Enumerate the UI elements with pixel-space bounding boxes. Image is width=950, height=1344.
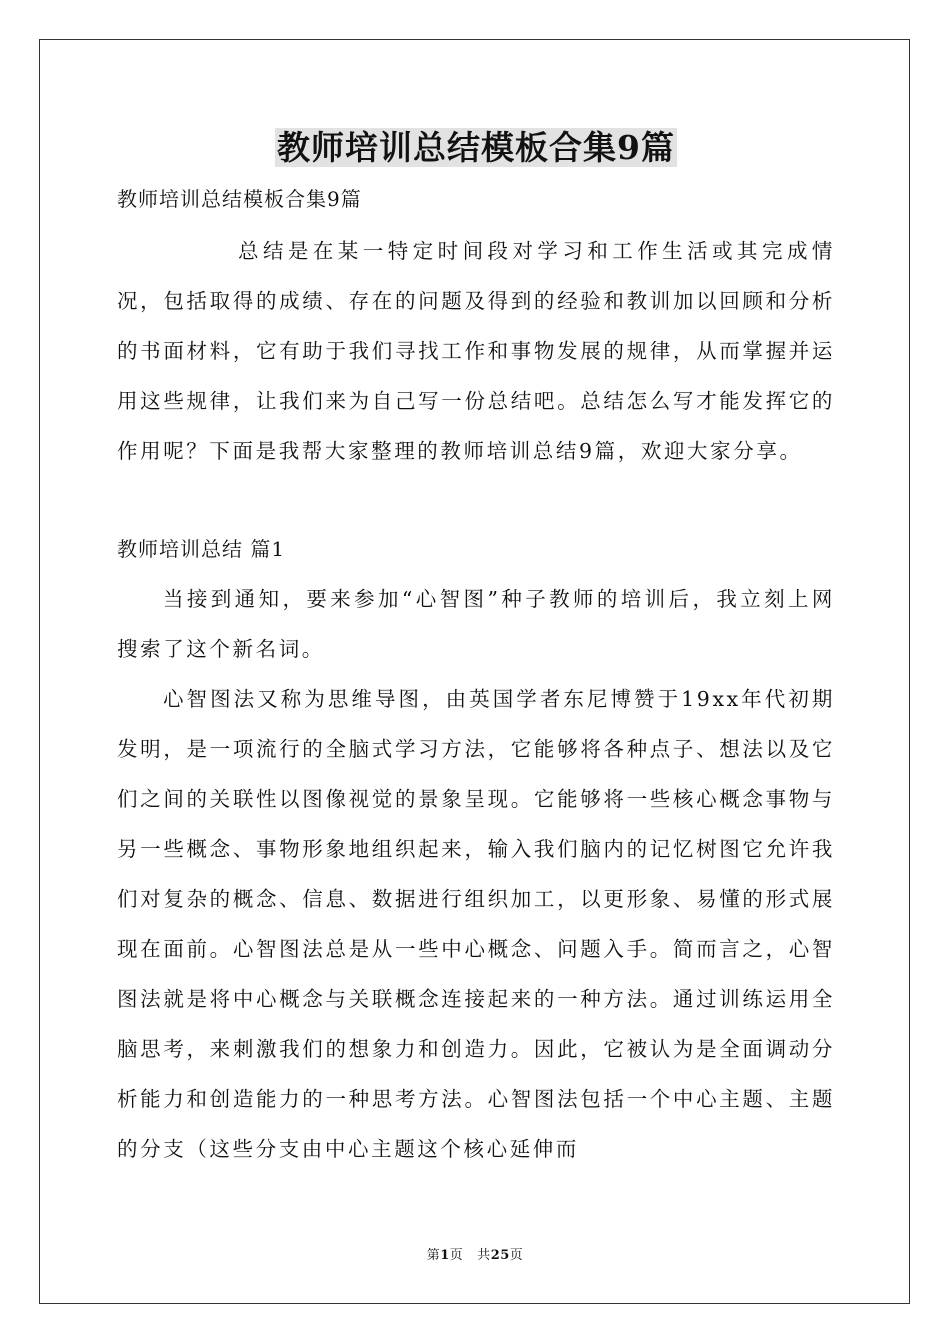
intro-paragraph: 总结是在某一特定时间段对学习和工作生活或其完成情况，包括取得的成绩、存在的问题及得到的经验和教训加以回顾和分析的书面材料，它有助于我们寻找工作和事物发展的规律，从而掌握并运用这些规律，让我们来为自己写一份总结吧。总结怎么写才能发挥它的作用呢？下面是我帮大家整理的教师培训总结9篇，欢迎大家分享。 — [117, 239, 835, 463]
section-heading: 教师培训总结 篇1 — [117, 537, 286, 561]
footer-total-pages: 25 — [490, 1248, 510, 1263]
footer-total-prefix: 共 — [477, 1248, 491, 1263]
document-title-text: 教师培训总结模板合集9篇 — [277, 128, 675, 167]
body-paragraph-2: 心智图法又称为思维导图，由英国学者东尼博赞于19xx年代初期发明，是一项流行的全脑式学习方法，它能够将各种点子、想法以及它们之间的关联性以图像视觉的景象呈现。它能够将一些核心概念事物与另一些概念、事物形象地组织起来，输入我们脑内的记忆树图它允许我们对复杂的概念、信息、数据进行组织加工，以更形象、易懂的形式展现在面前。心智图法总是从一些中心概念、问题入手。简而言之，心智图法就是将中心概念与关联概念连接起来的一种方法。通过训练运用全脑思考，来刺激我们的想象力和创造力。因此，它被认为是全面调动分析能力和创造能力的一种思考方法。心智图法包括一个中心主题、主题的分支（这些分支由中心主题这个核心延伸而 — [117, 687, 835, 1161]
document-title — [117, 126, 835, 170]
footer-page-number: 1 — [440, 1248, 450, 1263]
footer-page-suffix: 页 — [449, 1248, 464, 1263]
footer-total-suffix: 页 — [509, 1248, 524, 1263]
page-footer — [0, 1246, 950, 1266]
body-paragraph-1: 当接到通知，要来参加“心智图”种子教师的培训后，我立刻上网搜索了这个新名词。 — [117, 587, 835, 661]
document-subtitle: 教师培训总结模板合集9篇 — [117, 187, 362, 211]
footer-page-prefix: 第 — [426, 1248, 441, 1263]
